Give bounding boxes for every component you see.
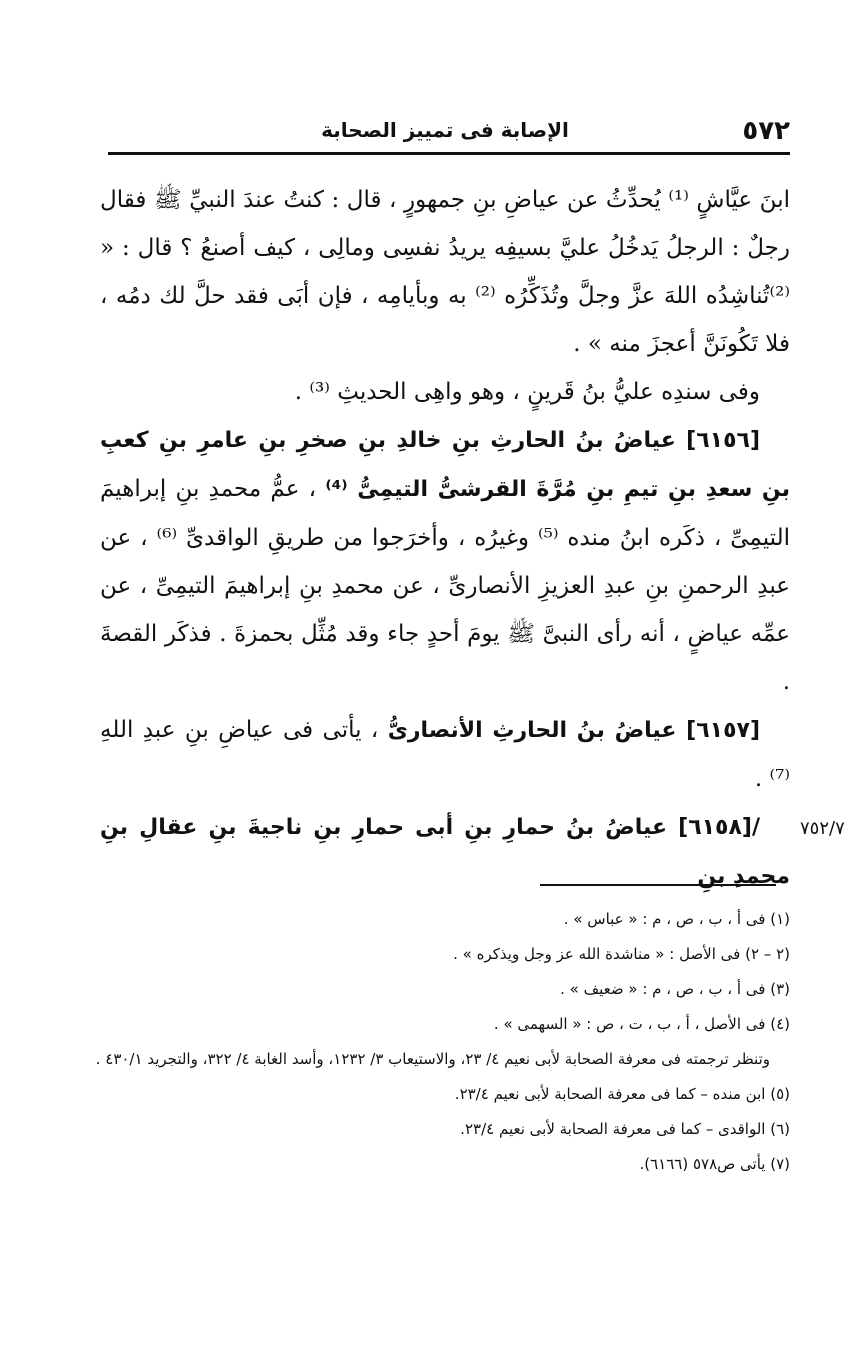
entry-text: ، عمُّ محمدِ بنِ إبراهيمَ التيمِىِّ ، ذكَره ابنُ منده ⁽⁵⁾ وغيرُه ، وأخرَجوا من طريقِ الواقدىِّ ⁽⁶⁾ ، عن عبدِ الرحمنِ بنِ عبدِ العزيزِ الأنصارىِّ ، عن محمدِ بنِ إبراهيمَ التيمِىِّ ، عن عمِّه عياضٍ ، أنه رأى النبىَّ ﷺ يومَ أحدٍ جاء وقد مُثِّل بحمزةَ . فذكَر القصةَ .	[100, 476, 790, 695]
footnote: (٣) فى أ ، ب ، ص ، م : « ضعيف » .	[560, 980, 790, 998]
header-rule	[108, 152, 790, 155]
footnote-rule	[540, 884, 776, 886]
footnote: (١) فى أ ، ب ، ص ، م : « عباس » .	[563, 910, 790, 928]
paragraph: ابنَ عيَّاشٍ ⁽¹⁾ يُحدِّثُ عن عياضِ بنِ جمهورٍ ، قال : كنتُ عندَ النبيِّ ﷺ فقال رجلٌ : الرجلُ يَدخُلُ عليَّ بسيفِه يريدُ نفسِى ومالِى ، كيف أصنعُ ؟ قال : « ⁽²⁾تُناشِدُه اللهَ عزَّ وجلَّ وتُذَكِّرُه ⁽²⁾ به وبأيامِه ، فإن أبَى فقد حلَّ لك دمُه ، فلا تَكُونَنَّ أعجزَ منه » .	[100, 187, 790, 357]
footnote: (٢ – ٢) فى الأصل : « مناشدة الله عز وجل ويذكره » .	[453, 945, 790, 963]
footnote: (٧) يأتى ص٥٧٨ (٦١٦٦).	[639, 1155, 790, 1173]
entry-6156	[100, 416, 790, 706]
footnote: (٦) الواقدى – كما فى معرفة الصحابة لأبى نعيم ٢٣/٤.	[460, 1120, 790, 1138]
footnote-continuation: وتنظر ترجمته فى معرفة الصحابة لأبى نعيم ٤/ ٢٣، والاستيعاب ٣/ ١٢٣٢، وأسد الغابة ٤/ ٣٢٢، والتجريد ٤٣٠/١ .	[95, 1050, 770, 1068]
footnotes	[90, 902, 790, 1182]
footnote: (٤) فى الأصل ، أ ، ب ، ت ، ص : « السهمى » .	[493, 1015, 790, 1033]
page-header	[100, 112, 790, 152]
entry-heading: [٦١٥٧] عياضُ بنُ الحارثِ الأنصارىُّ	[387, 718, 761, 743]
entry-6157	[100, 706, 790, 803]
paragraph: وفى سندِه عليُّ بنُ قَرينٍ ، وهو واهِى الحديثِ ⁽³⁾ .	[294, 379, 760, 405]
entry-text: ، يأتى فى عياضِ بنِ عبدِ اللهِ ⁽⁷⁾ .	[100, 717, 790, 792]
page-number: ٥٧٢	[742, 116, 790, 146]
entry-heading: /[٦١٥٨] عياضُ بنُ حمارِ بنِ أبى حمارِ بنِ ناجيةَ بنِ عقالِ بنِ محمدِ بنِ	[100, 815, 790, 889]
running-title: الإصابة فى تمييز الصحابة	[321, 118, 569, 142]
entry-heading: [٦١٥٦] عياضُ بنُ الحارثِ بنِ خالدِ بنِ صخرِ بنِ عامرِ بنِ كعبِ بنِ سعدِ بنِ تيمِ بنِ مُرَّةَ القرشىُّ التيمِىُّ ⁽⁴⁾	[100, 428, 790, 502]
main-text	[100, 176, 790, 901]
footnote: (٥) ابن منده – كما فى معرفة الصحابة لأبى نعيم ٢٣/٤.	[454, 1085, 790, 1103]
entry-6158	[100, 803, 790, 901]
margin-reference: ٧٥٢/٧	[800, 818, 845, 839]
